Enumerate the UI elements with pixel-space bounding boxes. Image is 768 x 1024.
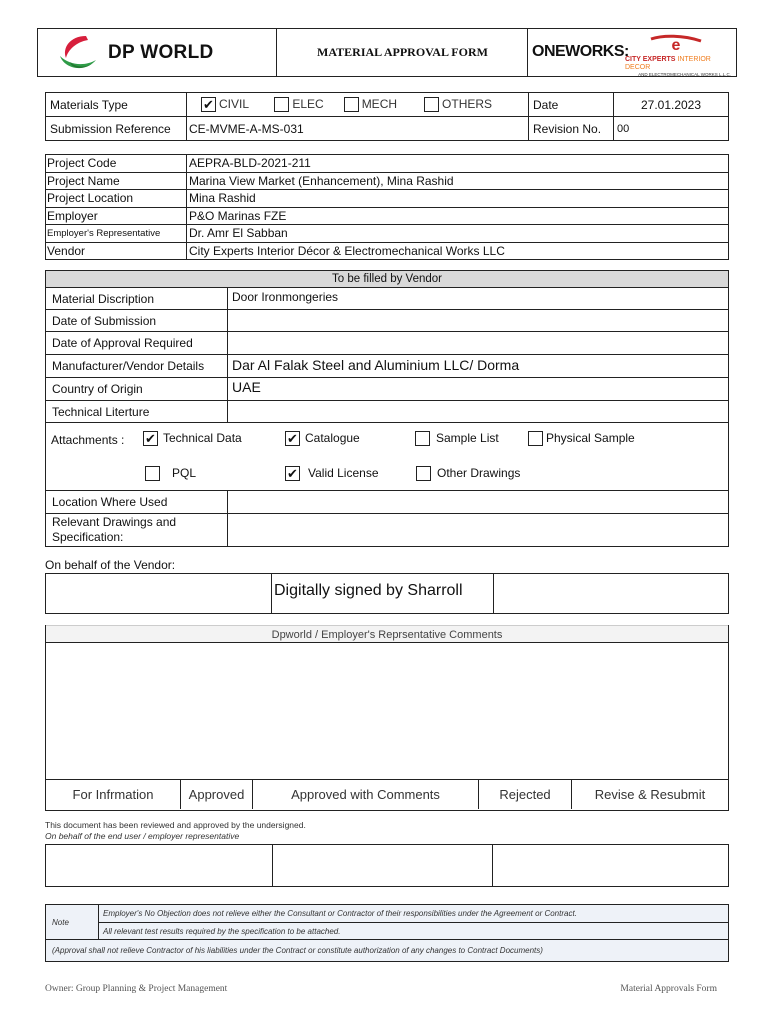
vendor-section-heading: To be filled by Vendor [46,271,729,288]
comments-box [45,625,729,811]
mech-checkbox[interactable] [344,97,359,112]
option-civil[interactable] [201,97,271,112]
vendor-signature[interactable]: Digitally signed by Sharroll [272,574,494,614]
other-drawings-checkbox[interactable] [416,466,431,481]
footer-form-name: Material Approvals Form [620,984,717,994]
catalogue-checkbox[interactable]: ✔ [285,431,300,446]
sample-list-checkbox[interactable] [415,431,430,446]
date-of-approval-label: Date of Approval Required [46,332,228,355]
materials-type-options [187,93,529,117]
comments-area[interactable] [46,643,728,780]
dpworld-swoosh-icon [56,32,102,74]
revision-label: Revision No. [529,117,614,141]
option-others[interactable] [424,97,492,112]
review-sign-cell-3[interactable] [493,845,729,887]
oneworks-logo [529,29,736,76]
option-mech[interactable] [344,97,421,112]
project-code-value[interactable]: AEPRA-BLD-2021-211 [187,155,729,173]
elec-checkbox[interactable] [274,97,289,112]
civil-checkbox[interactable]: ✔ [201,97,216,112]
technical-literature-label: Technical Literture [46,401,228,423]
review-line-1: This document has been reviewed and approved by the undersigned. [45,820,306,830]
technical-data-label: Technical Data [163,431,242,445]
option-elec[interactable] [274,97,340,112]
svg-text:e: e [671,37,681,53]
dpworld-logo [38,29,277,76]
status-row [46,780,728,809]
manufacturer-label: Manufacturer/Vendor Details [46,355,228,378]
cityexperts-logo-text [625,56,735,78]
other-drawings-label: Other Drawings [437,466,521,480]
physical-sample-checkbox[interactable] [528,431,543,446]
attachment-physical-sample[interactable] [528,431,635,446]
project-location-label: Project Location [46,190,187,208]
sample-list-label: Sample List [436,431,499,445]
relevant-drawings-label-1: Relevant Drawings and [52,515,177,529]
employer-representative-label: Employer's Representative [46,225,187,243]
notes-table [45,904,729,962]
review-sign-cell-2[interactable] [273,845,493,887]
vendor-table [45,270,729,547]
project-table [45,154,729,260]
vendor-sign-cell-1[interactable] [46,574,272,614]
vendor-sign-table [45,573,729,614]
status-rejected[interactable]: Rejected [479,780,572,809]
project-name-value[interactable]: Marina View Market (Enhancement), Mina Rashid [187,172,729,190]
date-label: Date [529,93,614,117]
footer-owner: Owner: Group Planning & Project Management [45,984,228,994]
attachment-technical-data[interactable] [143,431,242,446]
status-approved[interactable]: Approved [181,780,253,809]
vendor-value[interactable]: City Experts Interior Décor & Electromechanical Works LLC [187,242,729,260]
form-title: MATERIAL APPROVAL FORM [278,29,528,76]
cityexperts-e-icon [649,33,703,53]
manufacturer-value[interactable]: Dar Al Falak Steel and Aluminium LLC/ Dorma [228,355,729,378]
notes-line-1: Employer's No Objection does not relieve either the Consultant or Contractor of their responsibilities under the Agreement or Contract. [99,905,729,923]
vendor-sign-label: On behalf of the Vendor: [45,558,176,572]
attachments-group [45,426,729,494]
employer-value[interactable]: P&O Marinas FZE [187,207,729,225]
comments-heading: Dpworld / Employer's Reprsentative Comments [46,625,728,643]
project-location-value[interactable]: Mina Rashid [187,190,729,208]
review-sign-cell-1[interactable] [46,845,273,887]
valid-license-checkbox[interactable]: ✔ [285,466,300,481]
materials-type-label: Materials Type [46,93,187,117]
catalogue-label: Catalogue [305,431,360,445]
notes-label: Note [46,905,99,940]
submission-reference-value[interactable]: CE-MVME-A-MS-031 [187,117,529,141]
submission-reference-label: Submission Reference [46,117,187,141]
dpworld-logo-text: DP WORLD [108,42,214,63]
employer-label: Employer [46,207,187,225]
status-for-information[interactable]: For Infrmation [46,780,181,809]
valid-license-label: Valid License [308,466,379,480]
others-checkbox[interactable] [424,97,439,112]
pql-label: PQL [172,466,197,480]
relevant-drawings-label [46,514,228,547]
date-of-submission-value[interactable] [228,310,729,332]
relevant-drawings-label-2: Specification: [52,530,124,544]
material-description-value[interactable]: Door Ironmongeries [228,288,729,310]
project-name-label: Project Name [46,172,187,190]
attachments-label: Attachments : [51,433,125,447]
revision-value[interactable]: 00 [614,117,729,141]
notes-line-2: All relevant test results required by the specification to be attached. [99,923,729,940]
status-revise-resubmit[interactable]: Revise & Resubmit [594,787,706,802]
elec-label: ELEC [292,96,324,111]
review-sign-table [45,844,729,887]
country-of-origin-value[interactable]: UAE [228,378,729,401]
location-where-used-label: Location Where Used [46,491,228,514]
cityexperts-subline: AND ELECTROMECHANICAL WORKS L.L.C. [638,72,731,77]
vendor-sign-cell-3[interactable] [494,574,729,614]
attachment-other-drawings[interactable] [416,466,520,481]
review-line-2: On behalf of the end user / employer representative [45,831,240,841]
physical-sample-label: Physical Sample [546,431,635,445]
notes-line-3: (Approval shall not relieve Contractor of his liabilities under the Contract or constitute authorization of any changes to Contract Documents) [46,940,729,962]
header-box [37,28,737,77]
material-description-label: Material Discription [46,288,228,310]
materials-table [45,92,729,141]
cityexperts-name: CITY EXPERTS [625,56,676,63]
attachment-sample-list[interactable] [415,431,499,446]
pql-checkbox[interactable] [145,466,160,481]
civil-label: CIVIL [219,96,250,111]
technical-literature-value[interactable] [228,401,729,423]
date-of-submission-label: Date of Submission [46,310,228,332]
date-value[interactable]: 27.01.2023 [614,93,729,117]
attachment-pql[interactable] [145,466,196,481]
others-label: OTHERS [442,96,493,111]
vendor-label: Vendor [46,242,187,260]
relevant-drawings-value[interactable] [228,514,729,547]
date-of-approval-value[interactable] [228,332,729,355]
attachment-valid-license[interactable] [285,466,379,481]
project-code-label: Project Code [46,155,187,173]
mech-label: MECH [361,96,398,111]
country-of-origin-label: Country of Origin [46,378,228,401]
employer-representative-value[interactable]: Dr. Amr El Sabban [187,225,729,243]
status-approved-with-comments[interactable]: Approved with Comments [253,780,479,809]
cityexperts-decor: INTERIOR DECOR [625,56,711,71]
oneworks-logo-text: ONEWORKS: [532,43,629,60]
technical-data-checkbox[interactable]: ✔ [143,431,158,446]
attachment-catalogue[interactable] [285,431,360,446]
